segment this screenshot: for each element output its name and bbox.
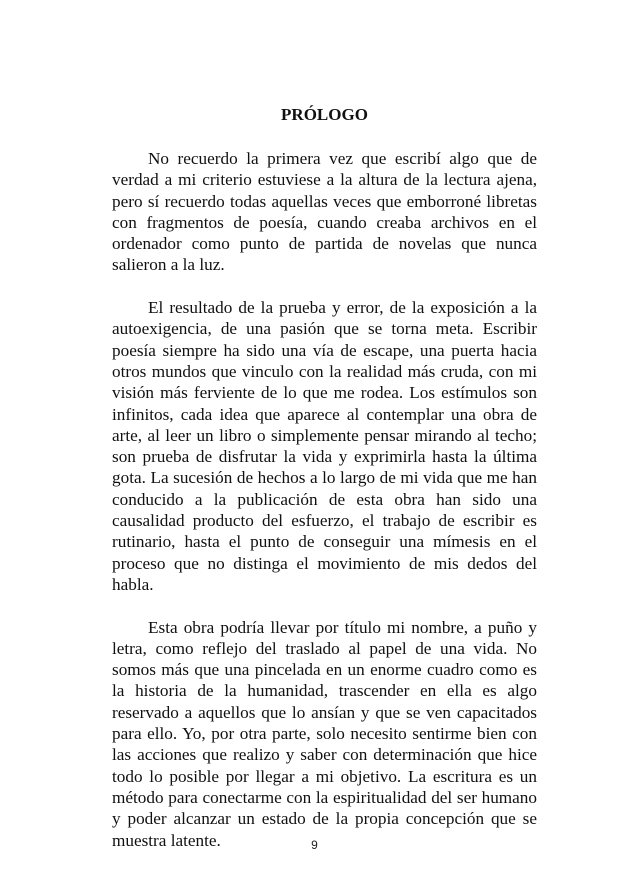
paragraph-3: Esta obra podría llevar por título mi nombre, a puño y letra, como reflejo del traslado al papel de una vida. No somos más que una pincelada en un enorme cuadro como es la historia de la humanidad, trascender en ella es algo reservado a aquellos que lo ansían y que se ven capacitados para ello. Yo, por otra parte, solo necesito sentirme bien con las acciones que realizo y saber con determinación que hice todo lo posible por llegar a mi objetivo. La escritura es un método para conectarme con la espiritualidad del ser humano y poder alcanzar un estado de la propia concepción que se muestra latente. [112, 617, 537, 850]
chapter-title: PRÓLOGO [281, 105, 368, 124]
paragraph-2: El resultado de la prueba y error, de la exposición a la autoexigencia, de una pasión que se torna meta. Escribir poesía siempre ha sido una vía de escape, una puerta hacia otros mundos que vinculo con la realidad más cruda, con mi visión más ferviente de lo que me rodea. Los estímulos son infinitos, cada idea que aparece al contemplar una obra de arte, al leer un libro o simplemente pensar mirando al techo; son prueba de disfrutar la vida y exprimirla hasta la última gota. La sucesión de hechos a lo largo de mi vida que me han conducido a la publicación de esta obra han sido una causalidad producto del esfuerzo, el trabajo de escribir es rutinario, hasta el punto de conseguir una mímesis en el proceso que no distinga el movimiento de mis dedos del habla. [112, 298, 537, 594]
body-text [112, 148, 537, 872]
paragraph-1: No recuerdo la primera vez que escribí algo que de verdad a mi criterio estuviese a la altura de la lectura ajena, pero sí recuerdo todas aquellas veces que emborroné libretas con fragmentos de poesía, cuando creaba archivos en el ordenador como punto de partida de novelas que nunca salieron a la luz. [112, 149, 537, 275]
page-number: 9 [311, 838, 318, 852]
